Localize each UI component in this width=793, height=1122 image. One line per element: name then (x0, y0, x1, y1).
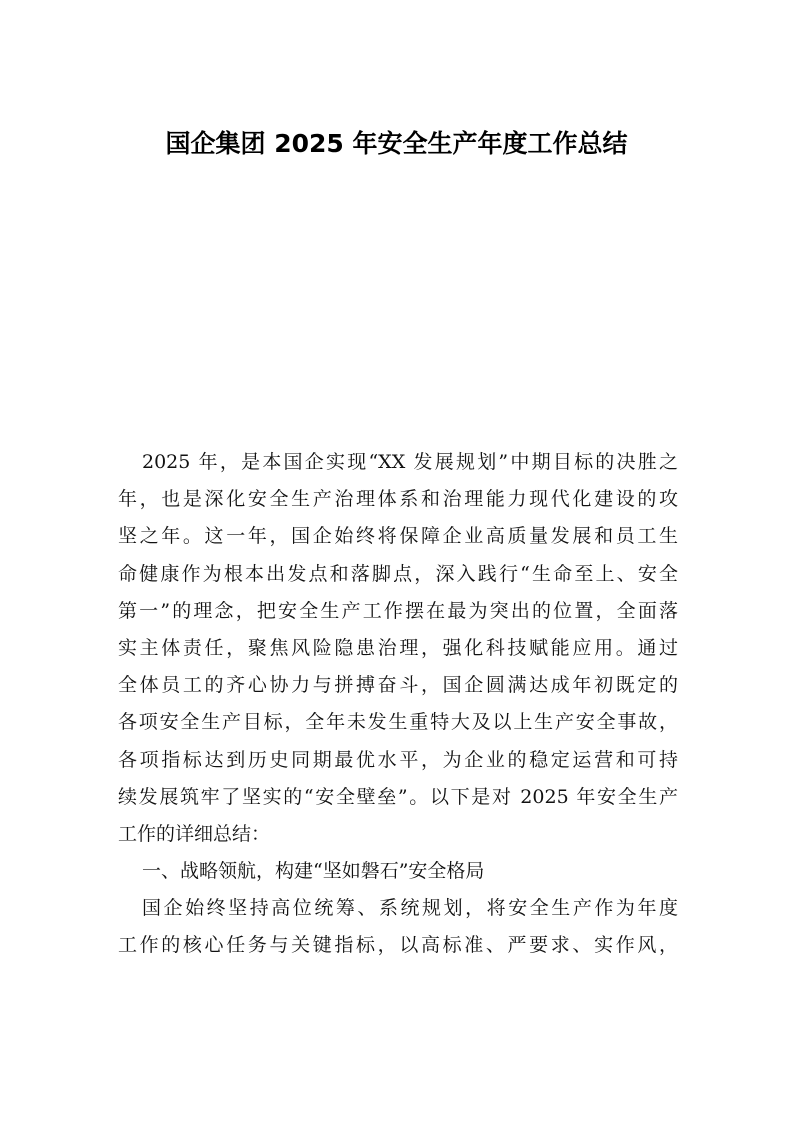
paragraph-line: 坚之年。这一年，国企始终将保障企业高质量发展和员工生 (118, 525, 678, 548)
document-body (118, 444, 678, 965)
paragraph-line: 国企始终坚持高位统筹、系统规划，将安全生产作为年度 (142, 897, 678, 920)
paragraph-line: 命健康作为根本出发点和落脚点，深入践行“生命至上、安全 (118, 562, 678, 585)
paragraph-line: 年，也是深化安全生产治理体系和治理能力现代化建设的攻 (118, 488, 678, 511)
section-heading: 一、战略领航，构建“坚如磐石”安全格局 (142, 860, 485, 883)
document-title: 国企集团 2025 年安全生产年度工作总结 (165, 129, 628, 158)
paragraph-line: 续发展筑牢了坚实的“安全壁垒”。以下是对 2025 年安全生产 (118, 785, 678, 808)
paragraph-line: 工作的核心任务与关键指标，以高标准、严要求、实作风， (118, 934, 678, 957)
paragraph-line: 各项安全生产目标，全年未发生重特大及以上生产安全事故， (118, 711, 678, 734)
paragraph-line: 2025 年，是本国企实现“XX 发展规划”中期目标的决胜之 (142, 451, 678, 473)
paragraph-line: 全体员工的齐心协力与拼搏奋斗，国企圆满达成年初既定的 (118, 674, 678, 697)
paragraph-line: 实主体责任，聚焦风险隐患治理，强化科技赋能应用。通过 (118, 636, 678, 659)
paragraph-line: 各项指标达到历史同期最优水平，为企业的稳定运营和可持 (118, 748, 678, 771)
paragraph-line: 第一”的理念，把安全生产工作摆在最为突出的位置，全面落 (118, 599, 678, 622)
paragraph-line: 工作的详细总结： (118, 822, 271, 845)
